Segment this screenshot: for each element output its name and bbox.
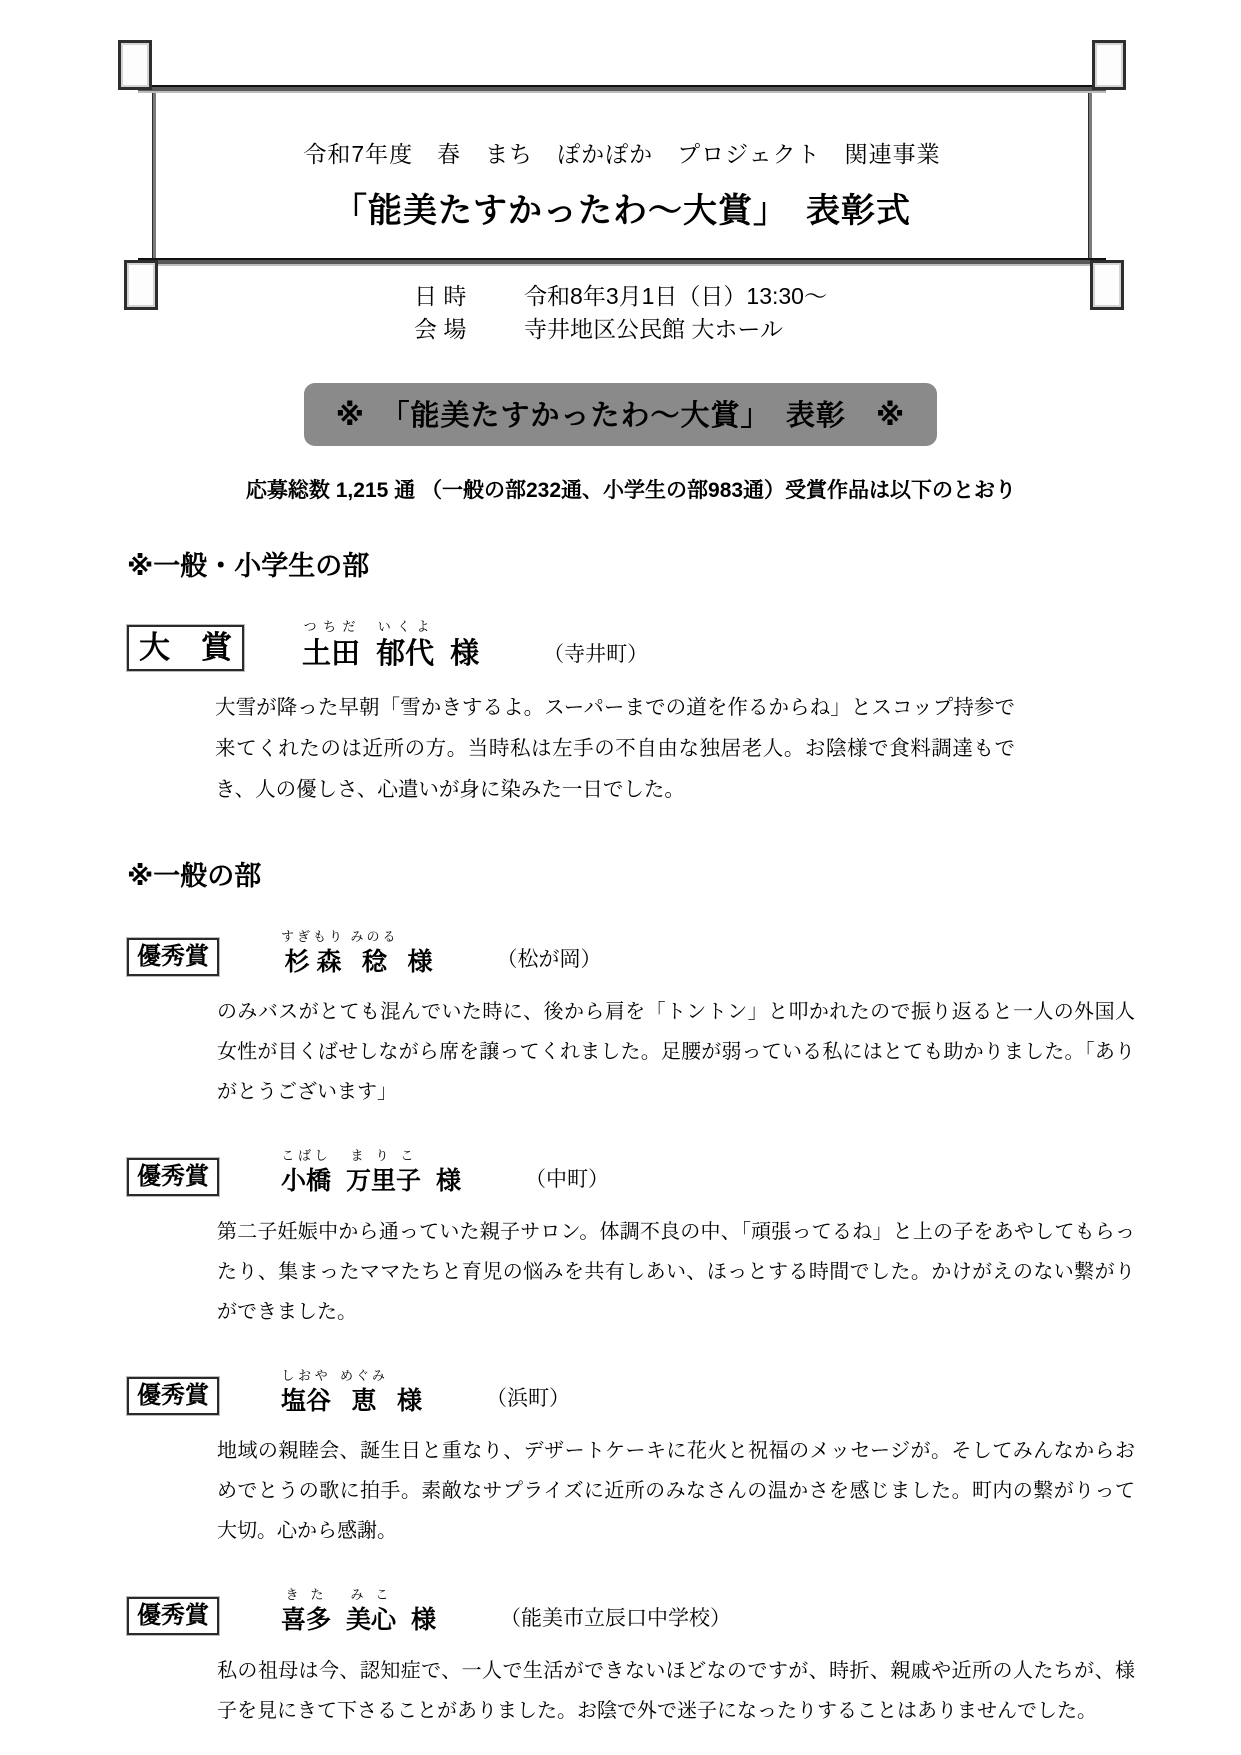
frame-bottom-bar xyxy=(138,258,1106,266)
event-datetime-row xyxy=(414,280,827,313)
award-entry xyxy=(127,619,1135,810)
award-entry xyxy=(127,1368,1135,1552)
winner-story: 私の祖母は今、認知症で、一人で生活ができないほどなのですが、時折、親戚や近所の人たちが、様子を見にきて下さることがありました。お陰で外で迷子になったりすることはありませんでした。 xyxy=(217,1659,1135,1722)
winner-location: （浜町） xyxy=(485,1387,570,1411)
entry-count-summary: 応募総数 1,215 通 （一般の部232通、小学生の部983通）受賞作品は以下のとおり xyxy=(245,478,1017,502)
venue-value: 寺井地区公民館 大ホール xyxy=(524,316,783,343)
datetime-value: 令和8年3月1日（日）13:30～ xyxy=(524,283,827,309)
award-label: 優秀賞 xyxy=(127,1597,219,1635)
award-label: 優秀賞 xyxy=(127,1158,219,1196)
award-section xyxy=(127,854,1135,1731)
entry-head xyxy=(127,1368,1135,1416)
entry-head xyxy=(127,1587,1135,1635)
frame-left-line xyxy=(152,90,156,264)
award-label: 優秀賞 xyxy=(127,1377,219,1415)
winner-story: 地域の親睦会、誕生日と重なり、デザートケーキに花火と祝福のメッセージが。そしてみんなからおめでとうの歌に拍手。素敵なサプライズに近所のみなさんの温かさを感じました。町内の繋がりって大切。心から感謝。 xyxy=(217,1440,1135,1543)
frame-corner-tab-icon xyxy=(118,40,152,90)
meta-gap xyxy=(484,280,524,313)
award-section xyxy=(127,544,1135,810)
winner-name: 塩谷しおや 恵めぐみ 様 xyxy=(281,1367,422,1415)
frame-corner-tab-icon xyxy=(1090,260,1124,310)
award-label: 大 賞 xyxy=(127,625,244,671)
frame-content xyxy=(158,40,1086,232)
winner-story: 第二子妊娠中から通っていた親子サロン。体調不良の中、「頑張ってるね」と上の子をあやしてもらったり、集まったママたちと育児の悩みを共有しあい、ほっとする時間でした。かけがえのない繋がりができました。 xyxy=(217,1220,1135,1323)
frame-top-bar xyxy=(138,85,1106,93)
winner-name: 喜多きた 美心みこ 様 xyxy=(281,1587,436,1635)
winner-story: のみバスがとても混んでいた時に、後から肩を「トントン」と叩かれたので振り返ると一人の外国人女性が目くばせしながら席を譲ってくれました。足腰が弱っている私にはとても助かりました。「ありがとうございます」 xyxy=(217,1001,1135,1104)
entry-head xyxy=(127,1148,1135,1196)
section-heading: ※一般・小学生の部 xyxy=(127,550,370,581)
datetime-label: 日 時 xyxy=(414,283,467,309)
award-entry xyxy=(127,1587,1135,1731)
meta-gap xyxy=(484,313,524,346)
event-title: 「能美たすかったわ～大賞」 表彰式 xyxy=(333,192,911,230)
award-label: 優秀賞 xyxy=(127,938,219,976)
frame-corner-tab-icon xyxy=(124,260,158,310)
award-banner: ※ 「能美たすかったわ～大賞」 表彰 ※ xyxy=(304,383,937,446)
winner-name: 土田つちだ 郁代いくよ 様 xyxy=(302,618,480,670)
winner-location: （寺井町） xyxy=(543,642,649,666)
entry-head xyxy=(127,619,1135,671)
winner-location: （松が岡） xyxy=(496,948,602,972)
winner-location: （能美市立辰口中学校） xyxy=(499,1606,731,1630)
winner-location: （中町） xyxy=(524,1167,609,1191)
winner-name: 杉森すぎもり 稔みのる 様 xyxy=(281,928,433,976)
winner-name: 小橋こばし 万里子まりこ 様 xyxy=(281,1148,461,1196)
winner-story: 大雪が降った早朝「雪かきするよ。スーパーまでの道を作るからね」とスコップ持参で来てくれたのは近所の方。当時私は左手の不自由な独居老人。お陰様で食料調達もでき、人の優しさ、心遣いが身に染みた一日でした。 xyxy=(215,695,1015,801)
award-entry xyxy=(127,929,1135,1113)
event-meta xyxy=(414,280,827,347)
section-entries xyxy=(127,619,1135,810)
event-venue-row xyxy=(414,313,827,346)
section-entries xyxy=(127,929,1135,1731)
award-entry xyxy=(127,1148,1135,1332)
title-frame xyxy=(118,40,1126,266)
entry-head xyxy=(127,929,1135,977)
award-sections xyxy=(127,544,1135,1731)
frame-corner-tab-icon xyxy=(1092,40,1126,90)
event-subtitle: 令和7年度 春 まち ぽかぽか プロジェクト 関連事業 xyxy=(303,141,941,167)
section-heading: ※一般の部 xyxy=(127,860,262,891)
venue-label: 会 場 xyxy=(414,316,467,343)
frame-right-line xyxy=(1088,90,1092,264)
